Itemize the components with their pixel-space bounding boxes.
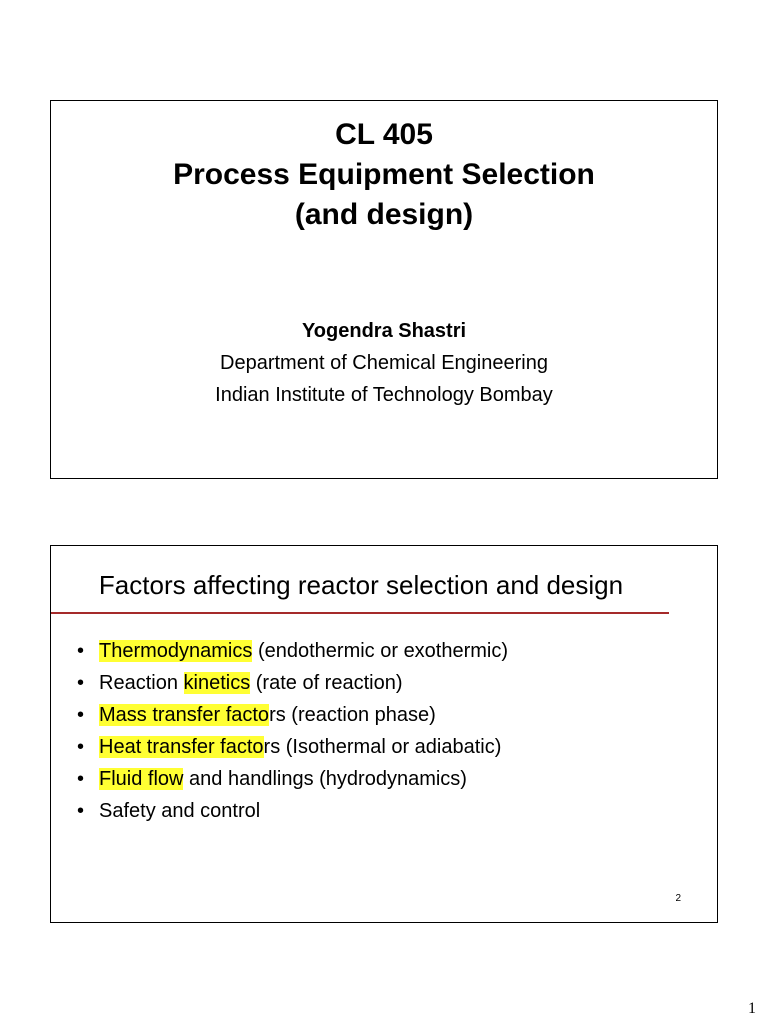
item-text: rs (Isothermal or adiabatic) bbox=[263, 736, 502, 758]
item-text: Reaction bbox=[99, 672, 184, 694]
title-divider bbox=[51, 612, 669, 614]
author-block bbox=[51, 315, 717, 411]
page-number: 1 bbox=[748, 1000, 756, 1017]
factors-list bbox=[77, 635, 508, 827]
institute: Indian Institute of Technology Bombay bbox=[215, 384, 553, 406]
highlighted-text: Heat transfer facto bbox=[99, 736, 264, 758]
list-item bbox=[77, 667, 508, 699]
item-text: (rate of reaction) bbox=[250, 672, 403, 694]
department: Department of Chemical Engineering bbox=[220, 352, 548, 374]
highlighted-text: Mass transfer facto bbox=[99, 704, 270, 726]
list-item bbox=[77, 731, 508, 763]
bullet-icon: • bbox=[77, 640, 85, 662]
list-item bbox=[77, 795, 508, 827]
list-item bbox=[77, 763, 508, 795]
author-name: Yogendra Shastri bbox=[301, 320, 467, 342]
slide-1 bbox=[50, 100, 718, 479]
course-code: CL 405 bbox=[335, 118, 433, 151]
highlighted-text: Thermodynamics bbox=[99, 640, 253, 662]
bullet-icon: • bbox=[77, 800, 85, 822]
list-item bbox=[77, 635, 508, 667]
slide-2 bbox=[50, 545, 718, 923]
course-subtitle: (and design) bbox=[294, 198, 474, 231]
item-text: (endothermic or exothermic) bbox=[252, 640, 509, 662]
bullet-icon: • bbox=[77, 672, 85, 694]
item-text: Safety and control bbox=[99, 800, 261, 822]
slide-number: 2 bbox=[675, 893, 681, 904]
course-title: Process Equipment Selection bbox=[173, 158, 595, 191]
list-item bbox=[77, 699, 508, 731]
slide-1-title bbox=[51, 115, 717, 235]
item-text: and handlings (hydrodynamics) bbox=[183, 768, 467, 790]
highlighted-text: Fluid flow bbox=[99, 768, 184, 790]
bullet-icon: • bbox=[77, 704, 85, 726]
bullet-icon: • bbox=[77, 736, 85, 758]
bullet-icon: • bbox=[77, 768, 85, 790]
highlighted-text: kinetics bbox=[183, 672, 251, 694]
slide-2-title: Factors affecting reactor selection and design bbox=[98, 570, 624, 600]
item-text: rs (reaction phase) bbox=[269, 704, 436, 726]
